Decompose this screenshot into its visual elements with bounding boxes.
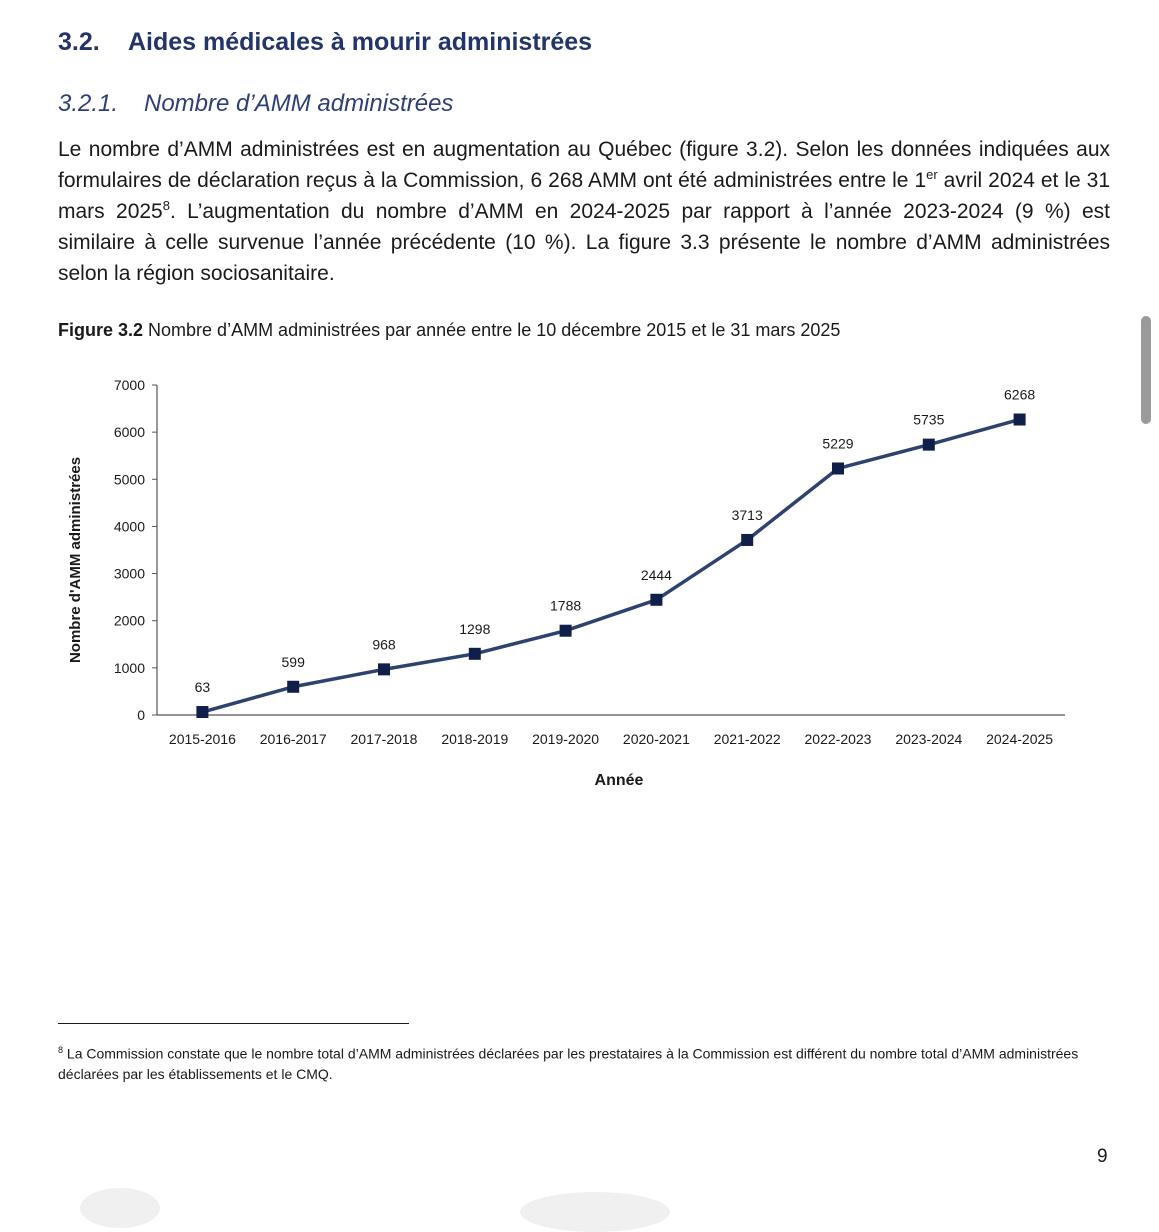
section-number: 3.2. [58, 28, 100, 56]
y-tick-label: 0 [137, 707, 145, 723]
x-tick-label: 2021-2022 [713, 731, 781, 747]
superscript-er: er [926, 167, 938, 182]
data-point-marker [287, 681, 299, 693]
data-label: 5735 [913, 411, 945, 428]
data-point-marker [469, 648, 481, 660]
paragraph-part-2: avril 2024 et le 31 mars 2025 [58, 169, 1111, 223]
x-tick-label: 2017-2018 [350, 731, 418, 747]
line-chart [0, 360, 1100, 800]
data-point-marker [650, 594, 662, 606]
series-line [202, 420, 1019, 713]
x-tick-label: 2015-2016 [168, 731, 236, 747]
footnote-mark: 8 [58, 1045, 64, 1055]
body-paragraph [58, 134, 1110, 289]
subsection-heading [58, 90, 453, 118]
x-axis-title: Année [594, 772, 644, 789]
y-tick-label: 3000 [113, 565, 145, 582]
data-label: 63 [194, 679, 211, 696]
data-point-marker [741, 534, 753, 546]
y-tick-label: 2000 [113, 612, 145, 629]
section-heading [58, 28, 592, 57]
subsection-number: 3.2.1. [58, 90, 119, 117]
data-point-marker [832, 462, 844, 474]
y-tick-label: 1000 [113, 659, 145, 676]
x-tick-label: 2016-2017 [259, 731, 327, 747]
paragraph-part-3: . L’augmentation du nombre d’AMM en 2024-2025 par rapport à l’année 2023-2024 (9 %) est similaire à celle survenue l’année précédente (10 %). La figure 3.3 présente le nombre d’AMM administrées selon la région sociosanitaire. [58, 200, 1110, 285]
data-label: 968 [372, 636, 396, 653]
x-tick-label: 2019-2020 [532, 731, 600, 747]
x-tick-label: 2022-2023 [804, 731, 872, 747]
x-tick-label: 2018-2019 [441, 731, 509, 747]
x-tick-label: 2023-2024 [895, 731, 963, 747]
data-point-marker [196, 706, 208, 718]
data-point-marker [560, 625, 572, 637]
figure-label: Figure 3.2 [58, 320, 144, 340]
data-label: 2444 [640, 566, 672, 583]
data-point-marker [923, 439, 935, 451]
y-axis-title: Nombre d'AMM administrées [67, 456, 84, 664]
data-label: 1298 [459, 620, 491, 637]
figure-caption-text: Nombre d’AMM administrées par année entre le 10 décembre 2015 et le 31 mars 2025 [143, 320, 841, 340]
y-tick-label: 5000 [113, 471, 145, 488]
bottom-shadow-left [80, 1188, 160, 1228]
y-tick-label: 6000 [113, 424, 145, 441]
y-tick-label: 7000 [113, 377, 145, 393]
data-label: 3713 [731, 506, 763, 523]
footnote-text: La Commission constate que le nombre total d’AMM administrées déclarées par les prestataires à la Commission est différent du nombre total d’AMM administrées déclarées par les établissements et le CMQ. [58, 1045, 1079, 1082]
footnote-reference[interactable]: 8 [162, 198, 170, 213]
data-label: 6268 [1004, 386, 1036, 403]
data-label: 599 [281, 653, 305, 670]
x-tick-label: 2020-2021 [622, 731, 690, 747]
data-label: 5229 [822, 435, 854, 452]
data-label: 1788 [550, 597, 582, 614]
data-point-marker [378, 663, 390, 675]
bottom-shadow-center [520, 1192, 670, 1232]
x-tick-label: 2024-2025 [986, 731, 1054, 747]
footnote-separator [58, 1023, 409, 1024]
section-title: Aides médicales à mourir administrées [128, 28, 593, 56]
y-tick-label: 4000 [113, 518, 145, 535]
subsection-title: Nombre d’AMM administrées [144, 90, 454, 117]
scrollbar-thumb[interactable] [1141, 316, 1151, 424]
footnote [58, 1040, 1113, 1084]
page-number: 9 [1097, 1146, 1108, 1167]
paragraph-part-1: Le nombre d’AMM administrées est en augmentation au Québec (figure 3.2). Selon les données indiquées aux formulaires de déclaration reçus à la Commission, 6 268 AMM ont été administrées entre le 1 [58, 138, 1110, 192]
figure-caption [58, 320, 840, 341]
data-point-marker [1014, 414, 1026, 426]
